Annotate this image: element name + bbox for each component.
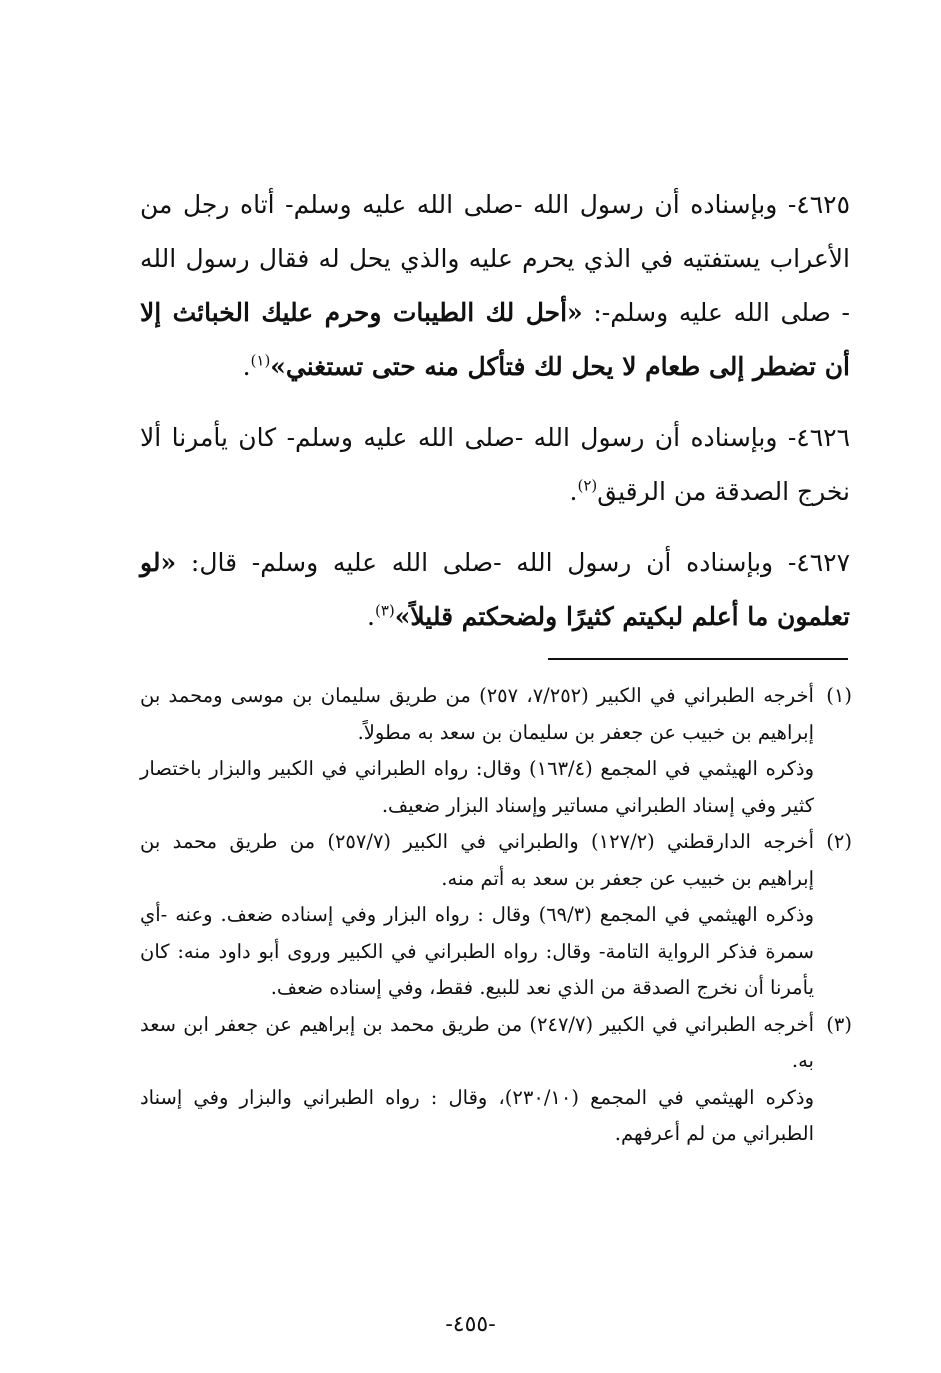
hadith-4626-end: . bbox=[569, 477, 578, 506]
footnote-line: أخرجه الطبراني في الكبير (٢٤٧/٧) من طريق محمد بن إبراهيم عن جعفر ابن سعد به. bbox=[140, 1012, 814, 1072]
hadith-4627 bbox=[140, 536, 850, 644]
hadith-4627-end: . bbox=[367, 602, 375, 631]
footnote-1 bbox=[140, 678, 852, 824]
main-text bbox=[140, 178, 850, 661]
footnote-ref-2: (٢) bbox=[577, 476, 598, 495]
hadith-4627-quote: «لو تعلمون ما أعلم لبكيتم كثيرًا ولضحكتم قليلاً» bbox=[140, 548, 850, 631]
footnote-body bbox=[140, 1007, 814, 1153]
hadith-4626-text: ٤٦٢٦- وبإسناده أن رسول الله -صلى الله عليه وسلم- كان يأمرنا ألا نخرج الصدقة من الرقيق bbox=[140, 423, 850, 506]
footnote-number: (١) bbox=[826, 684, 852, 707]
footnote-line: وذكره الهيثمي في المجمع (٦٩/٣) وقال : رواه البزار وفي إسناده ضعف. وعنه -أي سمرة فذكر الرواية التامة- وقال: رواه الطبراني في الكبير وروى أبو داود منه: كان يأمرنا أن نخرج الصدقة من الذي نعد للبيع. فقط، وفي إسناده ضعف. bbox=[140, 903, 814, 999]
footnote-ref-3: (٣) bbox=[374, 601, 395, 620]
footnote-divider bbox=[548, 658, 848, 660]
footnotes bbox=[140, 678, 852, 1153]
footnote-line: أخرجه الطبراني في الكبير (٧/٢٥٢، ٢٥٧) من طريق سليمان بن موسى ومحمد بن إبراهيم بن خبيب عن جعفر بن سليمان بن سعد به مطولاً. bbox=[140, 684, 814, 744]
hadith-4627-text: ٤٦٢٧- وبإسناده أن رسول الله -صلى الله عليه وسلم- قال: bbox=[176, 548, 850, 577]
page-number: -٤٥٥- bbox=[445, 1312, 496, 1337]
footnote-line: وذكره الهيثمي في المجمع (١٦٣/٤) وقال: رواه الطبراني في الكبير والبزار باختصار كثير وفي إسناد الطبراني مساتير وإسناد البزار ضعيف. bbox=[140, 757, 814, 817]
footnote-line: وذكره الهيثمي في المجمع (٢٣٠/١٠)، وقال : رواه الطبراني والبزار وفي إسناد الطبراني من لم أعرفهم. bbox=[140, 1085, 814, 1145]
hadith-4626 bbox=[140, 411, 850, 519]
footnote-body bbox=[140, 824, 814, 1007]
footnote-ref-1: (١) bbox=[250, 351, 271, 370]
footnote-2 bbox=[140, 824, 852, 1007]
hadith-4625-end: . bbox=[242, 352, 251, 381]
footnote-3 bbox=[140, 1007, 852, 1153]
footnote-line: أخرجه الدارقطني (١٢٧/٢) والطبراني في الكبير (٢٥٧/٧) من طريق محمد بن إبراهيم بن خبيب عن جعفر بن سعد به أتم منه. bbox=[140, 830, 814, 890]
footnote-number: (٣) bbox=[826, 1012, 852, 1036]
hadith-4625-text: ٤٦٢٥- وبإسناده أن رسول الله -صلى الله عليه وسلم- أتاه رجل من الأعراب يستفتيه في الذي يحرم عليه والذي يحل له فقال رسول الله - صلى الله عليه وسلم-: bbox=[140, 190, 850, 327]
footnote-number: (٢) bbox=[826, 830, 852, 853]
footnote-body bbox=[140, 678, 814, 824]
hadith-4625-quote: «أحل لك الطيبات وحرم عليك الخبائث إلا أن تضطر إلى طعام لا يحل لك فتأكل منه حتى تستغني» bbox=[140, 298, 850, 381]
hadith-4625 bbox=[140, 178, 850, 394]
